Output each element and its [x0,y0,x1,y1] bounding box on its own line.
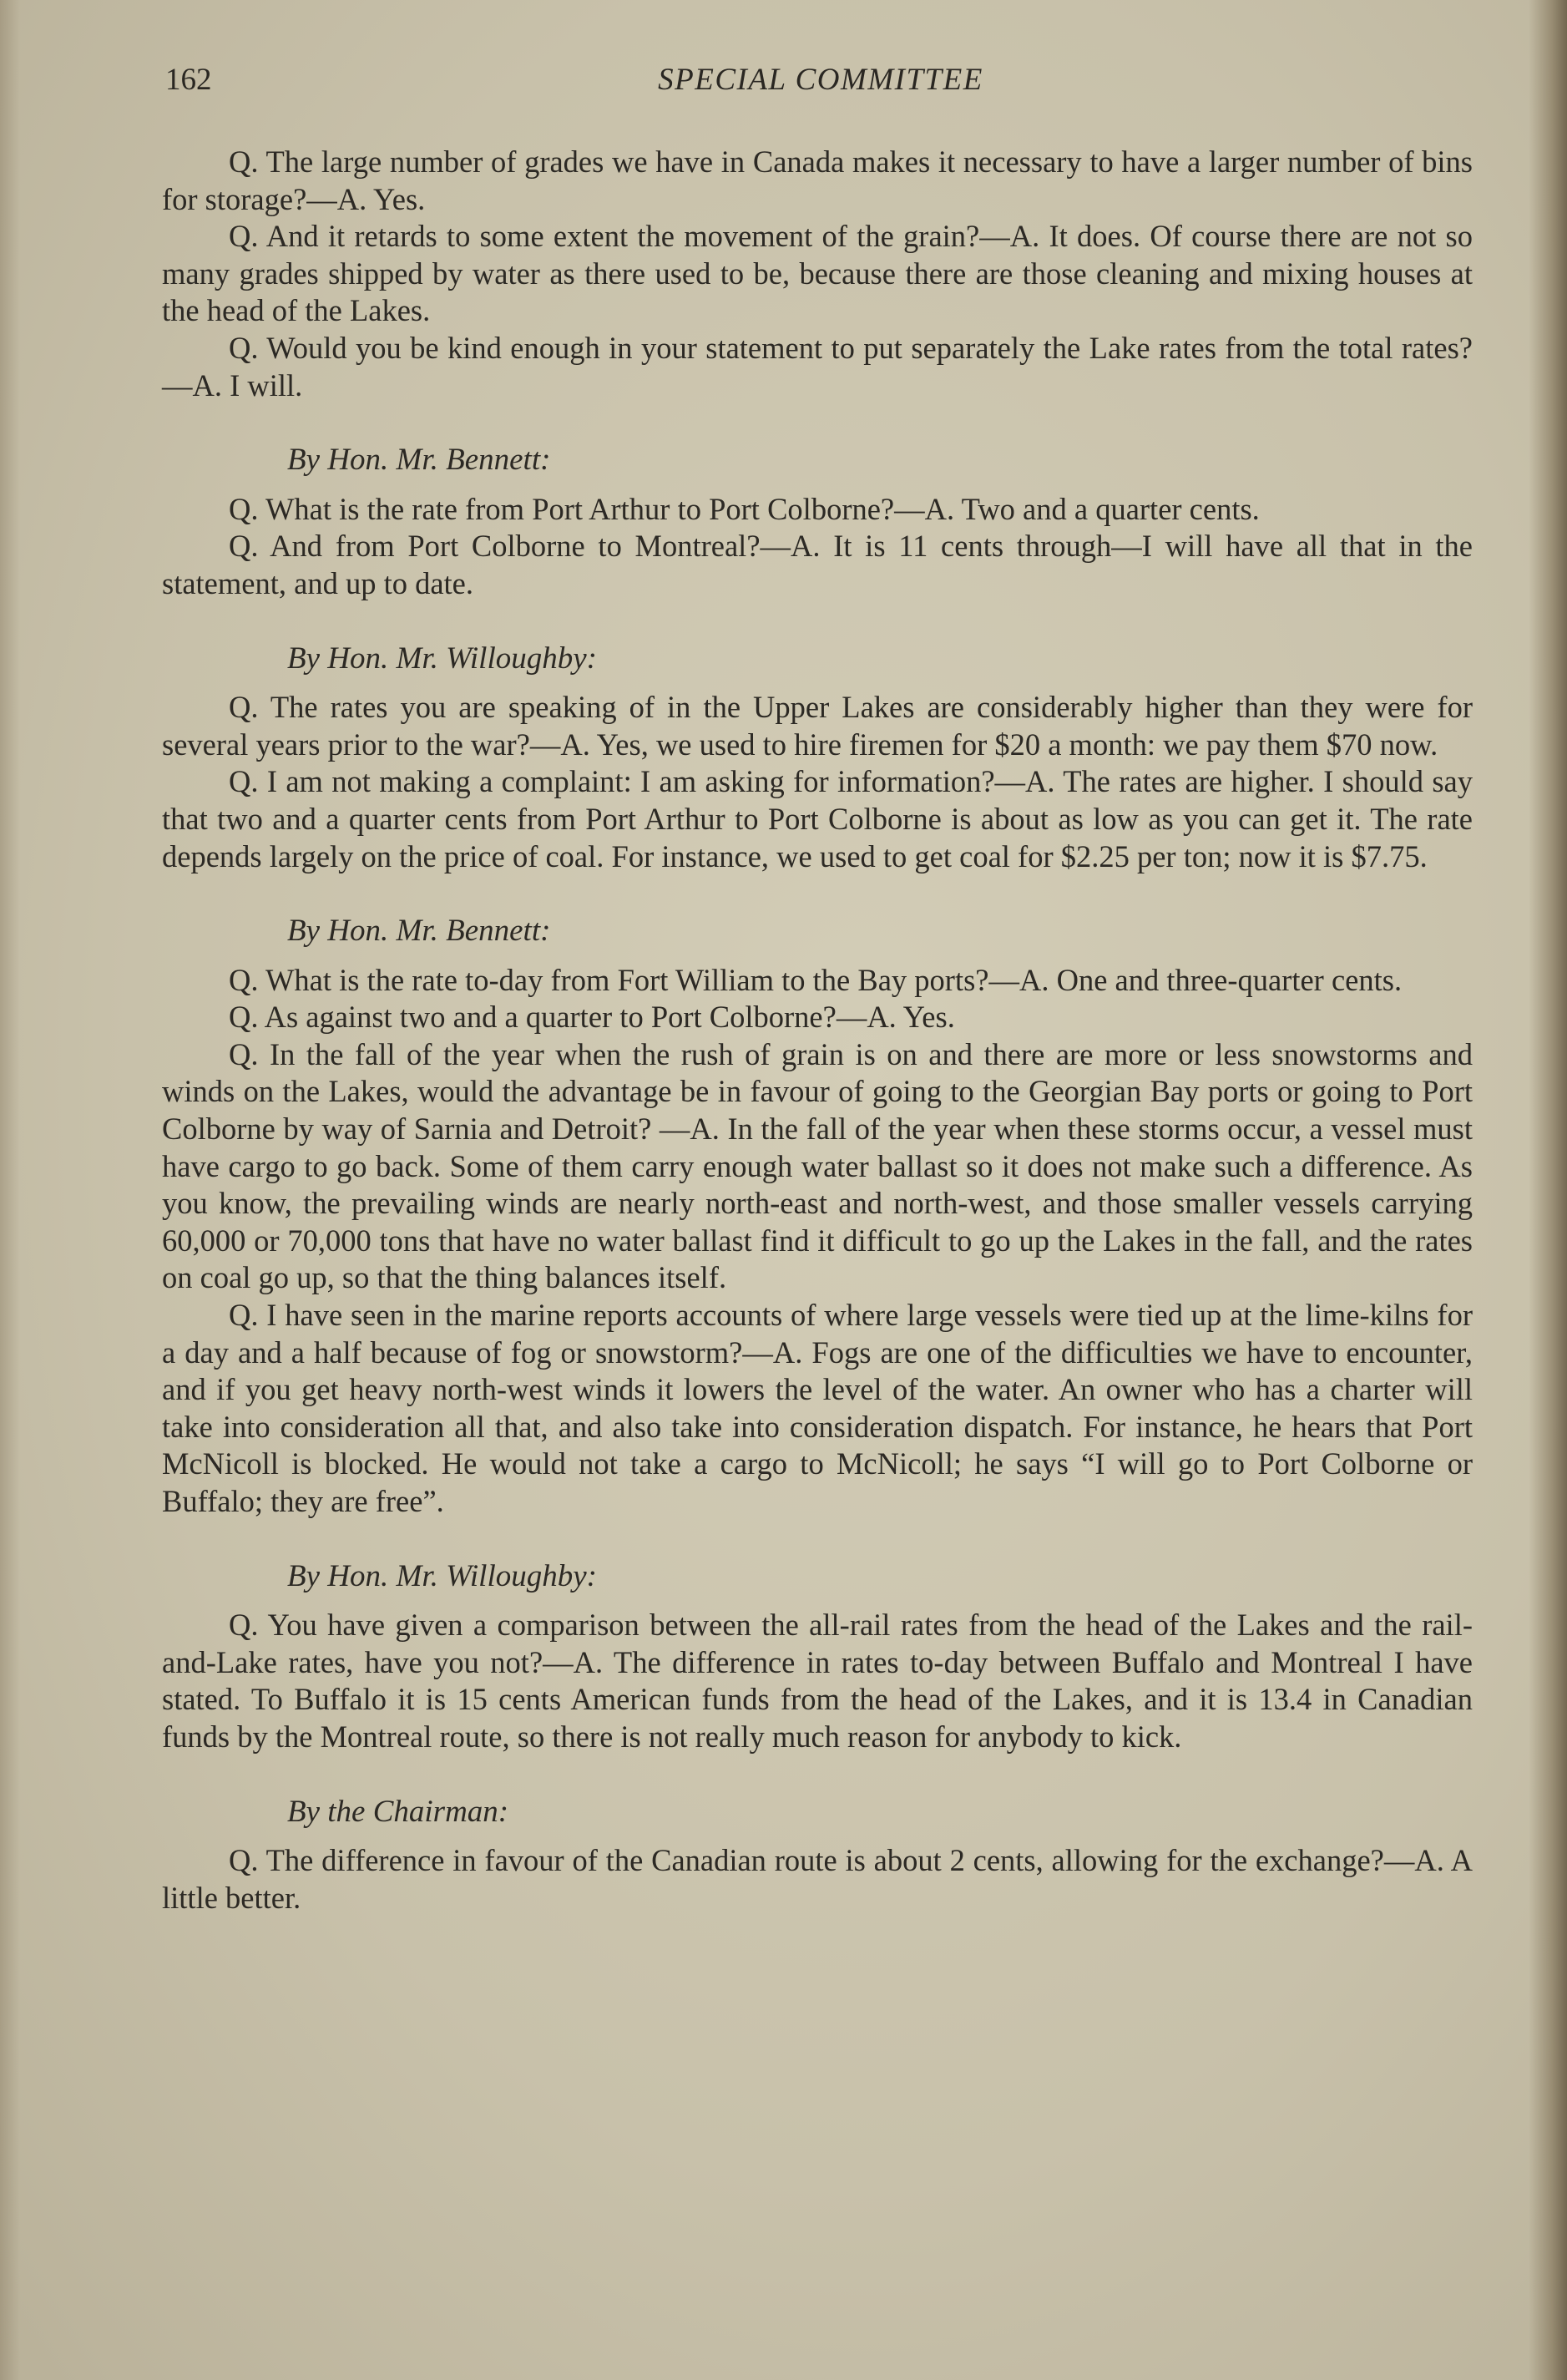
transcript-body [162,144,1473,1917]
paragraph: Q. In the fall of the year when the rush of grain is on and there are more or less snowstorms and winds on the Lakes, would the advantage be in favour of going to the Georgian Bay ports or going to Port Colborne by way of Sarnia and Detroit? —A. In the fall of the year when these storms occur, a vessel must have cargo to go back. Some of them carry enough water ballast so it does not make such a difference. As you know, the prevailing winds are nearly north-east and north-west, and those smaller vessels carrying 60,000 or 70,000 tons that have no water ballast find it difficult to go up the Lakes in the fall, and the rates on coal go up, so that the thing balances itself. [162,1036,1473,1295]
paragraph: Q. You have given a comparison between the all-rail rates from the head of the Lakes and the rail-and-Lake rates, have you not?—A. The difference in rates to-day between Buffalo and Montreal I have stated. To Buffalo it is 15 cents American funds from the head of the Lakes, and it is 13.4 in Canadian funds by the Montreal route, so there is not really much reason for anybody to kick. [162,1608,1473,1754]
speaker-heading: By the Chairman: [287,1794,509,1829]
section [162,913,1473,1521]
paragraph: Q. And from Port Colborne to Montreal?—A. It is 11 cents through—I will have all that in the statement, and up to date. [162,529,1473,600]
paragraph: Q. The difference in favour of the Canadian route is about 2 cents, allowing for the exchange?—A. A little better. [162,1843,1473,1915]
paragraph: Q. Would you be kind enough in your statement to put separately the Lake rates from the total rates?—A. I will. [162,330,1473,403]
paragraph: Q. What is the rate to-day from Fort William to the Bay ports?—A. One and three-quarter cents. [229,962,1403,997]
speaker-heading: By Hon. Mr. Willoughby: [287,641,597,676]
section [162,1558,1473,1756]
section [162,442,1473,602]
speaker-heading: By Hon. Mr. Bennett: [287,443,551,478]
speaker-heading: By Hon. Mr. Bennett: [287,914,551,949]
page-header [165,62,1476,112]
section [162,1794,1473,1917]
page-shadow-left [0,0,20,2380]
section [162,641,1473,876]
paragraph: Q. The large number of grades we have in Canada makes it necessary to have a larger number of bins for storage?—A. Yes. [162,144,1473,216]
paragraph: Q. I have seen in the marine reports accounts of where large vessels were tied up at the lime-kilns for a day and a half because of fog or snowstorm?—A. Fogs are one of the difficulties we have to encounter, and if you get heavy north-west winds it lowers the level of the water. An owner who has a charter will take into consideration all that, and also take into consideration dispatch. For instance, he hears that Port McNicoll is blocked. He would not take a cargo to McNicoll; he says “I will go to Port Colborne or Buffalo; they are free”. [162,1298,1473,1518]
page-binding-edge [1529,0,1567,2380]
section [162,144,1473,404]
paragraph: Q. And it retards to some extent the movement of the grain?—A. It does. Of course there are not so many grades shipped by water as there used to be, because there are those cleaning and mixing houses at the head of the Lakes. [162,219,1473,328]
page-number: 162 [165,63,212,97]
paragraph: Q. As against two and a quarter to Port Colborne?—A. Yes. [229,1000,955,1035]
speaker-heading: By Hon. Mr. Willoughby: [287,1558,597,1593]
paragraph: Q. What is the rate from Port Arthur to Port Colborne?—A. Two and a quarter cents. [229,491,1260,526]
paragraph: Q. The rates you are speaking of in the Upper Lakes are considerably higher than they were for several years prior to the war?—A. Yes, we used to hire firemen for $20 a month: we pay them $70 now. [162,690,1473,762]
paragraph: Q. I am not making a complaint: I am asking for information?—A. The rates are higher. I should say that two and a quarter cents from Port Arthur to Port Colborne is about as low as you can get it. The rate depends largely on the price of coal. For instance, we used to get coal for $2.25 per ton; now it is $7.75. [162,764,1473,874]
running-head: SPECIAL COMMITTEE [658,63,983,97]
